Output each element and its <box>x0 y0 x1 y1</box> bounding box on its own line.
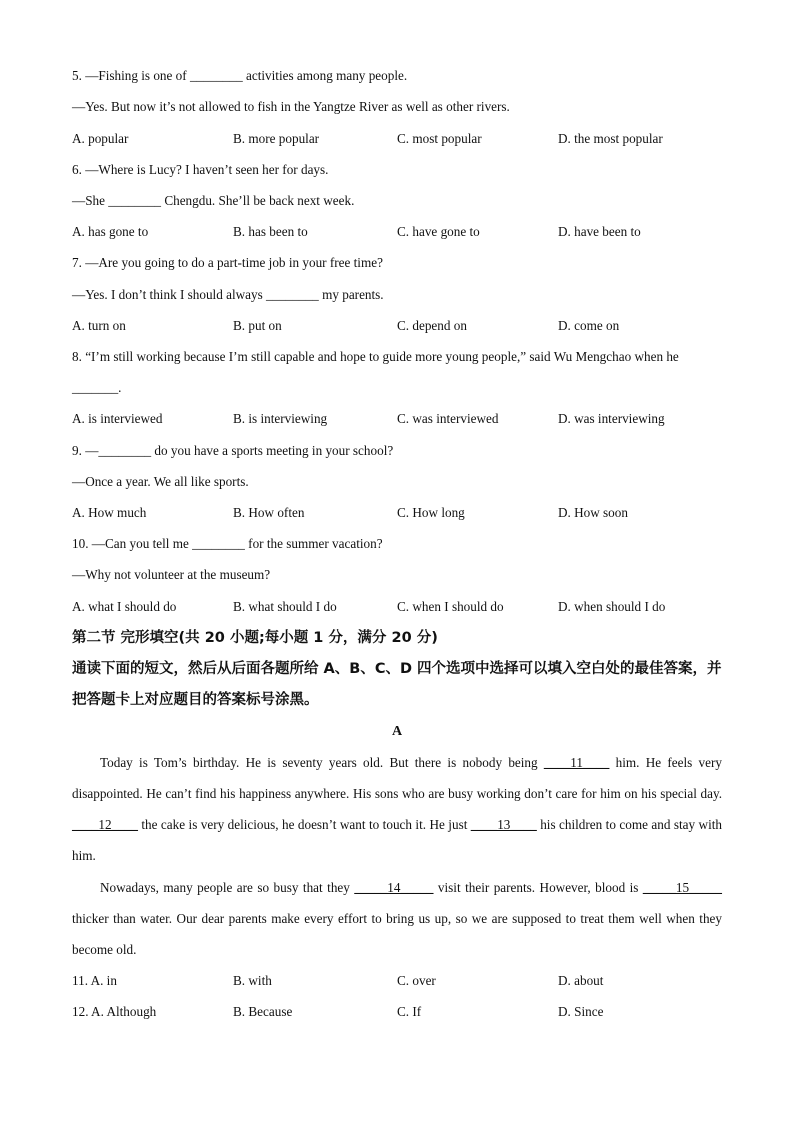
question-6-stem: 6. —Where is Lucy? I haven’t seen her for days. <box>72 162 329 177</box>
option-d[interactable]: D. when should I do <box>558 599 666 614</box>
option-c[interactable]: C. How long <box>397 505 465 520</box>
section-instruction: 通读下面的短文，然后从后面各题所给 A、B、C、D 四个选项中选择可以填入空白处的最佳答案，并把答题卡上对应题目的答案标号涂黑。 <box>72 661 722 708</box>
option-b[interactable]: B. Because <box>233 1004 293 1019</box>
cloze-blank[interactable]: ____12____ <box>72 817 138 832</box>
question-8-stem: 8. “I’m still working because I’m still capable and hope to guide more young people,” said Wu Mengchao when he <box>72 349 679 364</box>
question-7-stem: 7. —Are you going to do a part-time job in your free time? <box>72 255 383 270</box>
question-10-reply: —Why not volunteer at the museum? <box>72 567 271 582</box>
question-5-stem: 5. —Fishing is one of ________ activities among many people. <box>72 68 408 83</box>
option-d[interactable]: D. Since <box>558 1004 604 1019</box>
question-9-options <box>72 505 732 521</box>
question-12-options <box>72 1004 732 1020</box>
option-d[interactable]: D. was interviewing <box>558 411 665 426</box>
option-c[interactable]: C. depend on <box>397 318 467 333</box>
option-b[interactable]: B. what should I do <box>233 599 337 614</box>
option-a[interactable]: 11. A. in <box>72 973 117 988</box>
section-title: 第二节 完形填空(共 20 小题;每小题 1 分，满分 20 分) <box>72 630 438 646</box>
option-c[interactable]: C. when I should do <box>397 599 504 614</box>
option-c[interactable]: C. was interviewed <box>397 411 499 426</box>
option-c[interactable]: C. have gone to <box>397 224 480 239</box>
option-a[interactable]: A. is interviewed <box>72 411 163 426</box>
option-b[interactable]: B. put on <box>233 318 282 333</box>
option-a[interactable]: A. How much <box>72 505 147 520</box>
option-d[interactable]: D. have been to <box>558 224 641 239</box>
passage-paragraph-2 <box>72 872 722 965</box>
question-10-options <box>72 599 732 615</box>
question-11-options <box>72 973 732 989</box>
question-9-stem: 9. —________ do you have a sports meeting in your school? <box>72 443 394 458</box>
question-10-stem: 10. —Can you tell me ________ for the summer vacation? <box>72 536 383 551</box>
passage-paragraph-1 <box>72 747 722 871</box>
question-5-reply: —Yes. But now it’s not allowed to fish in the Yangtze River as well as other rivers. <box>72 99 510 114</box>
passage-text: his children to come and stay with him. <box>72 817 722 863</box>
option-b[interactable]: B. with <box>233 973 272 988</box>
question-7-reply: —Yes. I don’t think I should always ________ my parents. <box>72 287 384 302</box>
question-5-options <box>72 131 732 147</box>
option-c[interactable]: C. If <box>397 1004 422 1019</box>
question-8-stem-continued: _______. <box>72 380 122 395</box>
option-c[interactable]: C. over <box>397 973 436 988</box>
question-6-options <box>72 224 732 240</box>
cloze-blank[interactable]: _____15_____ <box>642 880 722 895</box>
option-b[interactable]: B. more popular <box>233 131 320 146</box>
passage-text: thicker than water. Our dear parents make every effort to bring us up, so we are supposed to treat them well when they become old. <box>72 911 722 957</box>
passage-title: A <box>391 724 403 739</box>
option-a[interactable]: A. popular <box>72 131 129 146</box>
option-b[interactable]: B. is interviewing <box>233 411 328 426</box>
option-b[interactable]: B. has been to <box>233 224 308 239</box>
passage-text: Nowadays, many people are so busy that they <box>100 880 355 895</box>
passage-text: visit their parents. However, blood is <box>433 880 643 895</box>
option-a[interactable]: 12. A. Although <box>72 1004 157 1019</box>
question-6-reply: —She ________ Chengdu. She’ll be back next week. <box>72 193 355 208</box>
question-9-reply: —Once a year. We all like sports. <box>72 474 249 489</box>
cloze-blank[interactable]: ____13____ <box>470 817 537 832</box>
passage-text: the cake is very delicious, he doesn’t want to touch it. He just <box>137 817 471 832</box>
cloze-blank[interactable]: _____14_____ <box>354 880 434 895</box>
option-a[interactable]: A. what I should do <box>72 599 177 614</box>
passage-text: Today is Tom’s birthday. He is seventy years old. But there is nobody being <box>100 755 544 770</box>
question-8-options <box>72 411 732 427</box>
cloze-blank[interactable]: ____11____ <box>543 755 610 770</box>
option-d[interactable]: D. How soon <box>558 505 628 520</box>
option-b[interactable]: B. How often <box>233 505 305 520</box>
option-c[interactable]: C. most popular <box>397 131 482 146</box>
option-d[interactable]: D. come on <box>558 318 620 333</box>
option-a[interactable]: A. has gone to <box>72 224 149 239</box>
passage-text: him. He feels very disappointed. He can’t find his happiness anywhere. His sons who are busy working don’t care for him on his special day. <box>72 755 722 801</box>
question-7-options <box>72 318 732 334</box>
option-d[interactable]: D. the most popular <box>558 131 663 146</box>
option-a[interactable]: A. turn on <box>72 318 126 333</box>
option-d[interactable]: D. about <box>558 973 604 988</box>
